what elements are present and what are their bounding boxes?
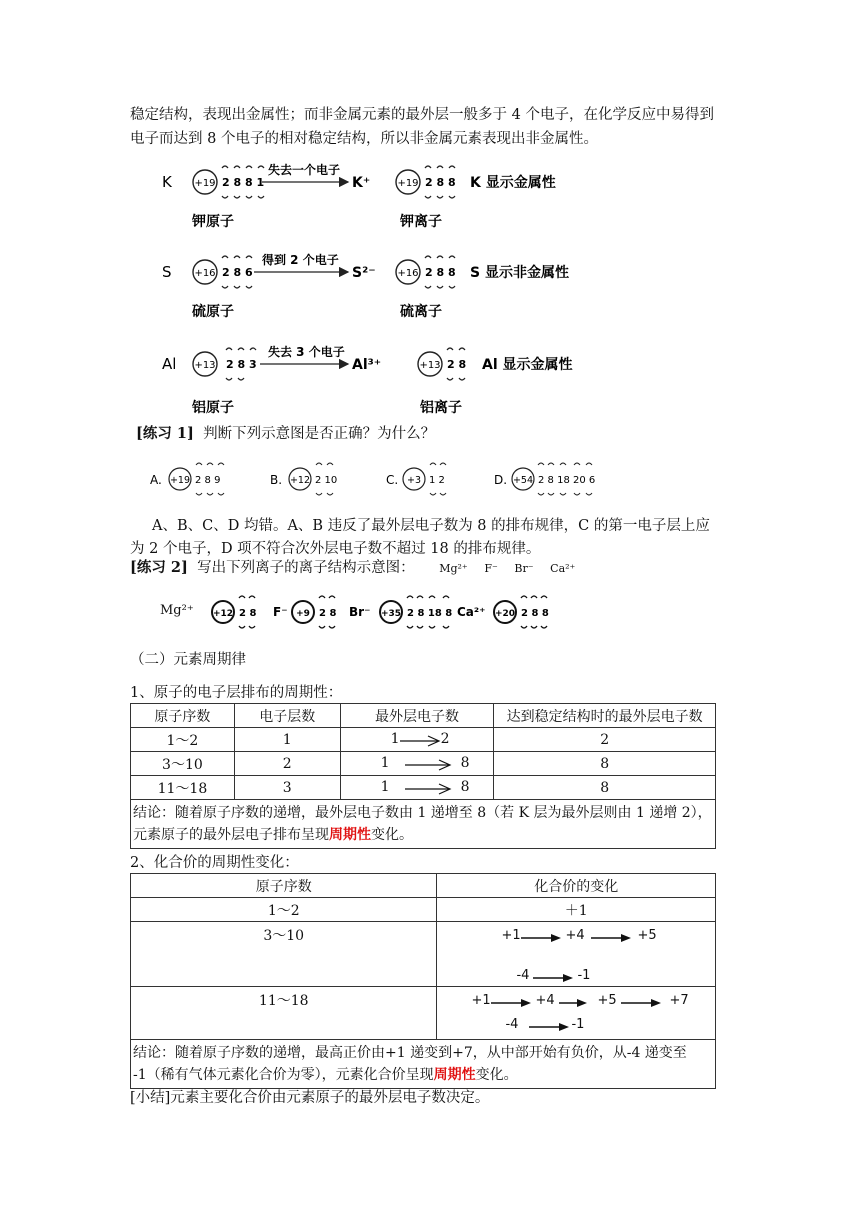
diagram-br (349, 596, 452, 628)
conclusion-text-3: 变化。 (475, 1067, 518, 1083)
ion-shells-s: 2 8 8 (425, 266, 456, 279)
valence-pos: +5 (637, 928, 657, 943)
diagram-f-shells: 2 8 (319, 608, 337, 619)
summary (130, 1086, 489, 1110)
diagram-mg (212, 596, 256, 628)
cell-layer-count: 3 (234, 776, 340, 800)
property-s: S 显示非金属性 (470, 265, 569, 281)
option-a-letter: A. (150, 473, 162, 487)
cell-stable-outer: 8 (494, 752, 716, 776)
valence-pos: +5 (597, 993, 617, 1008)
ion-shells-al: 2 8 (447, 358, 467, 371)
ion-s: S²⁻ (352, 265, 376, 281)
action-s: 得到 2 个电子 (262, 253, 339, 267)
table-row (131, 776, 716, 800)
conclusion-row (131, 1040, 716, 1089)
table-row (131, 898, 716, 922)
option-b-nucleus: +12 (289, 475, 311, 486)
exercise-1-options (146, 455, 616, 505)
summary-label: [小结] (130, 1090, 171, 1106)
diagram-ca-nucleus: +20 (494, 609, 516, 619)
cell-layer-count: 1 (234, 728, 340, 752)
outer-to: 8 (460, 779, 470, 795)
ion-name-k: 钾离子 (400, 214, 442, 230)
ion-br: Br⁻ (514, 562, 534, 575)
cell-atomic-number: 1～2 (131, 728, 235, 752)
ion-al: Al³⁺ (352, 357, 382, 373)
cell-outer-electrons (340, 776, 494, 800)
option-c-nucleus: +3 (406, 475, 422, 486)
cell-outer-electrons (340, 752, 494, 776)
ion-f: F⁻ (484, 562, 498, 575)
exercise-2-label: [练习 2] (130, 559, 188, 576)
row-potassium (162, 162, 556, 230)
valence-pos: +1 (501, 928, 521, 943)
exercise-1-prompt (136, 422, 435, 446)
cell-atomic-number: 11～18 (131, 987, 437, 1040)
table-row (131, 987, 716, 1040)
diagram-f-nucleus: +9 (296, 609, 310, 619)
conclusion-cell (131, 1040, 716, 1089)
option-b-shells: 2 10 (315, 475, 338, 486)
ion-nucleus-k: +19 (397, 178, 419, 189)
header-stable-outer: 达到稳定结构时的最外层电子数 (494, 704, 716, 728)
table-header-row (131, 704, 716, 728)
cell-valence (437, 922, 716, 987)
exercise-2-question: 写出下列离子的离子结构示意图： (197, 560, 415, 576)
valence-pos: +4 (565, 928, 585, 943)
exercise-2-prompt (130, 556, 575, 581)
option-c (386, 463, 446, 495)
arrow-icon (621, 997, 663, 1009)
arrow-icon (400, 734, 442, 748)
option-c-shells: 1 2 (429, 475, 445, 486)
conclusion-text-1: 结论：随着原子序数的递增，最高正价由+1 递变到+7，从中部开始有负价，从-4 递变至 (133, 1045, 687, 1061)
arrow-icon (405, 758, 453, 772)
option-b-letter: B. (270, 473, 283, 487)
valence-table (130, 873, 716, 1089)
diagram-ca-symbol: Ca²⁺ (457, 605, 486, 619)
cell-atomic-number: 1～2 (131, 898, 437, 922)
summary-text: 元素主要化合价由元素原子的最外层电子数决定。 (170, 1090, 490, 1106)
arrow-icon (405, 782, 453, 796)
valence-pos: +7 (669, 993, 689, 1008)
valence-neg: -4 (505, 1017, 519, 1032)
option-d (494, 463, 595, 495)
nucleus-s: +16 (194, 268, 216, 279)
cell-stable-outer: 8 (494, 776, 716, 800)
nucleus-k: +19 (194, 178, 216, 189)
cell-atomic-number: 3～10 (131, 752, 235, 776)
option-c-letter: C. (386, 473, 399, 487)
conclusion-text-1: 结论：随着原子序数的递增，最外层电子数由 1 递增至 8（若 K 层为最外层则由 1 递增 2）， (133, 805, 712, 821)
valence-pos: +4 (535, 993, 555, 1008)
diagram-br-symbol: Br⁻ (349, 605, 371, 619)
diagram-ca-shells: 2 8 8 (521, 608, 549, 619)
row-aluminium (162, 344, 573, 416)
arrow-icon (529, 1021, 571, 1033)
header-layer-count: 电子层数 (234, 704, 340, 728)
diagram-f-symbol: F⁻ (273, 605, 288, 619)
outer-to: 2 (440, 731, 450, 747)
option-d-letter: D. (494, 473, 508, 487)
arrow-icon (521, 932, 563, 944)
intro-line-2: 电子而达到 8 个电子的相对稳定结构，所以非金属元素表现出非金属性。 (130, 131, 598, 147)
option-d-nucleus: +54 (512, 475, 534, 486)
exercise-1-answer-1: A、B、C、D 均错。A、B 违反了最外层电子数为 8 的排布规律，C 的第一电子层上应 (152, 518, 710, 534)
atom-ion-diagrams (150, 160, 600, 422)
ion-mg: Mg²⁺ (439, 562, 468, 575)
subheading-valence-periodicity: 2、化合价的周期性变化： (130, 855, 299, 871)
intro-line-1: 稳定结构，表现出金属性；而非金属元素的最外层一般多于 4 个电子，在化学反应中易得到 (130, 107, 714, 123)
outer-from: 1 (380, 779, 390, 795)
atom-name-al: 铝原子 (192, 400, 234, 416)
cell-outer-electrons (340, 728, 494, 752)
table-row (131, 922, 716, 987)
ion-nucleus-al: +13 (419, 360, 441, 371)
arrow-icon (591, 932, 633, 944)
valence-neg: -1 (577, 968, 591, 983)
valence-neg: -4 (516, 968, 530, 983)
table-header-row (131, 874, 716, 898)
option-a-shells: 2 8 9 (195, 475, 221, 486)
cell-layer-count: 2 (234, 752, 340, 776)
arrow-icon (559, 997, 589, 1009)
symbol-al: Al (162, 355, 177, 373)
table-row (131, 728, 716, 752)
valence-neg: -1 (571, 1017, 585, 1032)
answer-label-mg: Mg²⁺ (160, 603, 194, 618)
diagram-f (273, 596, 336, 628)
diagram-br-shells: 2 8 18 8 (407, 608, 453, 619)
conclusion-cell (131, 800, 716, 849)
atom-name-k: 钾原子 (192, 214, 234, 230)
shells-al: 2 8 3 (226, 358, 257, 371)
exercise-2-diagrams (205, 592, 555, 636)
outer-from: 1 (380, 755, 390, 771)
header-atomic-number: 原子序数 (131, 874, 437, 898)
shells-s: 2 8 6 (222, 266, 253, 279)
exercise-1-question: 判断下列示意图是否正确？为什么？ (203, 426, 436, 442)
table-row (131, 752, 716, 776)
ion-name-al: 铝离子 (420, 400, 462, 416)
ion-k: K⁺ (352, 175, 371, 191)
row-sulfur (162, 252, 569, 320)
conclusion-text-3: 变化。 (371, 827, 413, 843)
diagram-mg-shells: 2 8 (239, 608, 257, 619)
outer-from: 1 (390, 731, 400, 747)
exercise-1-label: [练习 1] (136, 425, 194, 442)
arrow-icon (533, 972, 575, 984)
ion-nucleus-s: +16 (397, 268, 419, 279)
header-atomic-number: 原子序数 (131, 704, 235, 728)
diagram-ca (457, 596, 549, 628)
electron-layer-table (130, 703, 716, 849)
header-outer-electrons: 最外层电子数 (340, 704, 494, 728)
exercise-1-answer-2: 为 2 个电子，D 项不符合次外层电子数不超过 18 的排布规律。 (130, 541, 541, 557)
cell-atomic-number: 11～18 (131, 776, 235, 800)
cell-atomic-number: 3～10 (131, 922, 437, 987)
arrow-icon (491, 997, 533, 1009)
ion-shells-k: 2 8 8 (425, 176, 456, 189)
ion-name-s: 硫离子 (400, 304, 442, 320)
cell-valence: ＋1 (437, 898, 716, 922)
option-a-nucleus: +19 (169, 475, 191, 486)
diagram-br-nucleus: +35 (380, 609, 402, 619)
option-b (270, 463, 337, 495)
valence-pos: +1 (471, 993, 491, 1008)
cell-valence (437, 987, 716, 1040)
atom-name-s: 硫原子 (192, 304, 234, 320)
subheading-electron-periodicity: 1、原子的电子层排布的周期性： (130, 685, 343, 701)
outer-to: 8 (460, 755, 470, 771)
nucleus-al: +13 (194, 360, 216, 371)
action-al: 失去 3 个电子 (268, 345, 345, 359)
header-valence-change: 化合价的变化 (437, 874, 716, 898)
symbol-s: S (162, 263, 172, 281)
conclusion-highlight: 周期性 (329, 827, 371, 843)
conclusion-text-2: -1（稀有气体元素化合价为零），元素化合价呈现 (133, 1067, 434, 1083)
shells-k: 2 8 8 1 (222, 176, 265, 189)
conclusion-text-2: 元素原子的最外层电子排布呈现 (133, 827, 329, 843)
option-d-shells: 2 8 18 20 6 (538, 475, 596, 486)
conclusion-highlight: 周期性 (433, 1067, 476, 1083)
symbol-k: K (162, 173, 172, 191)
diagram-mg-nucleus: +12 (212, 609, 234, 619)
cell-stable-outer: 2 (494, 728, 716, 752)
conclusion-row (131, 800, 716, 849)
property-k: K 显示金属性 (470, 175, 556, 191)
ion-ca: Ca²⁺ (550, 562, 576, 575)
option-a (150, 463, 224, 495)
action-k: 失去一个电子 (268, 163, 341, 177)
property-al: Al 显示金属性 (482, 357, 573, 373)
section-heading-periodic-law: （二）元素周期律 (130, 652, 246, 668)
